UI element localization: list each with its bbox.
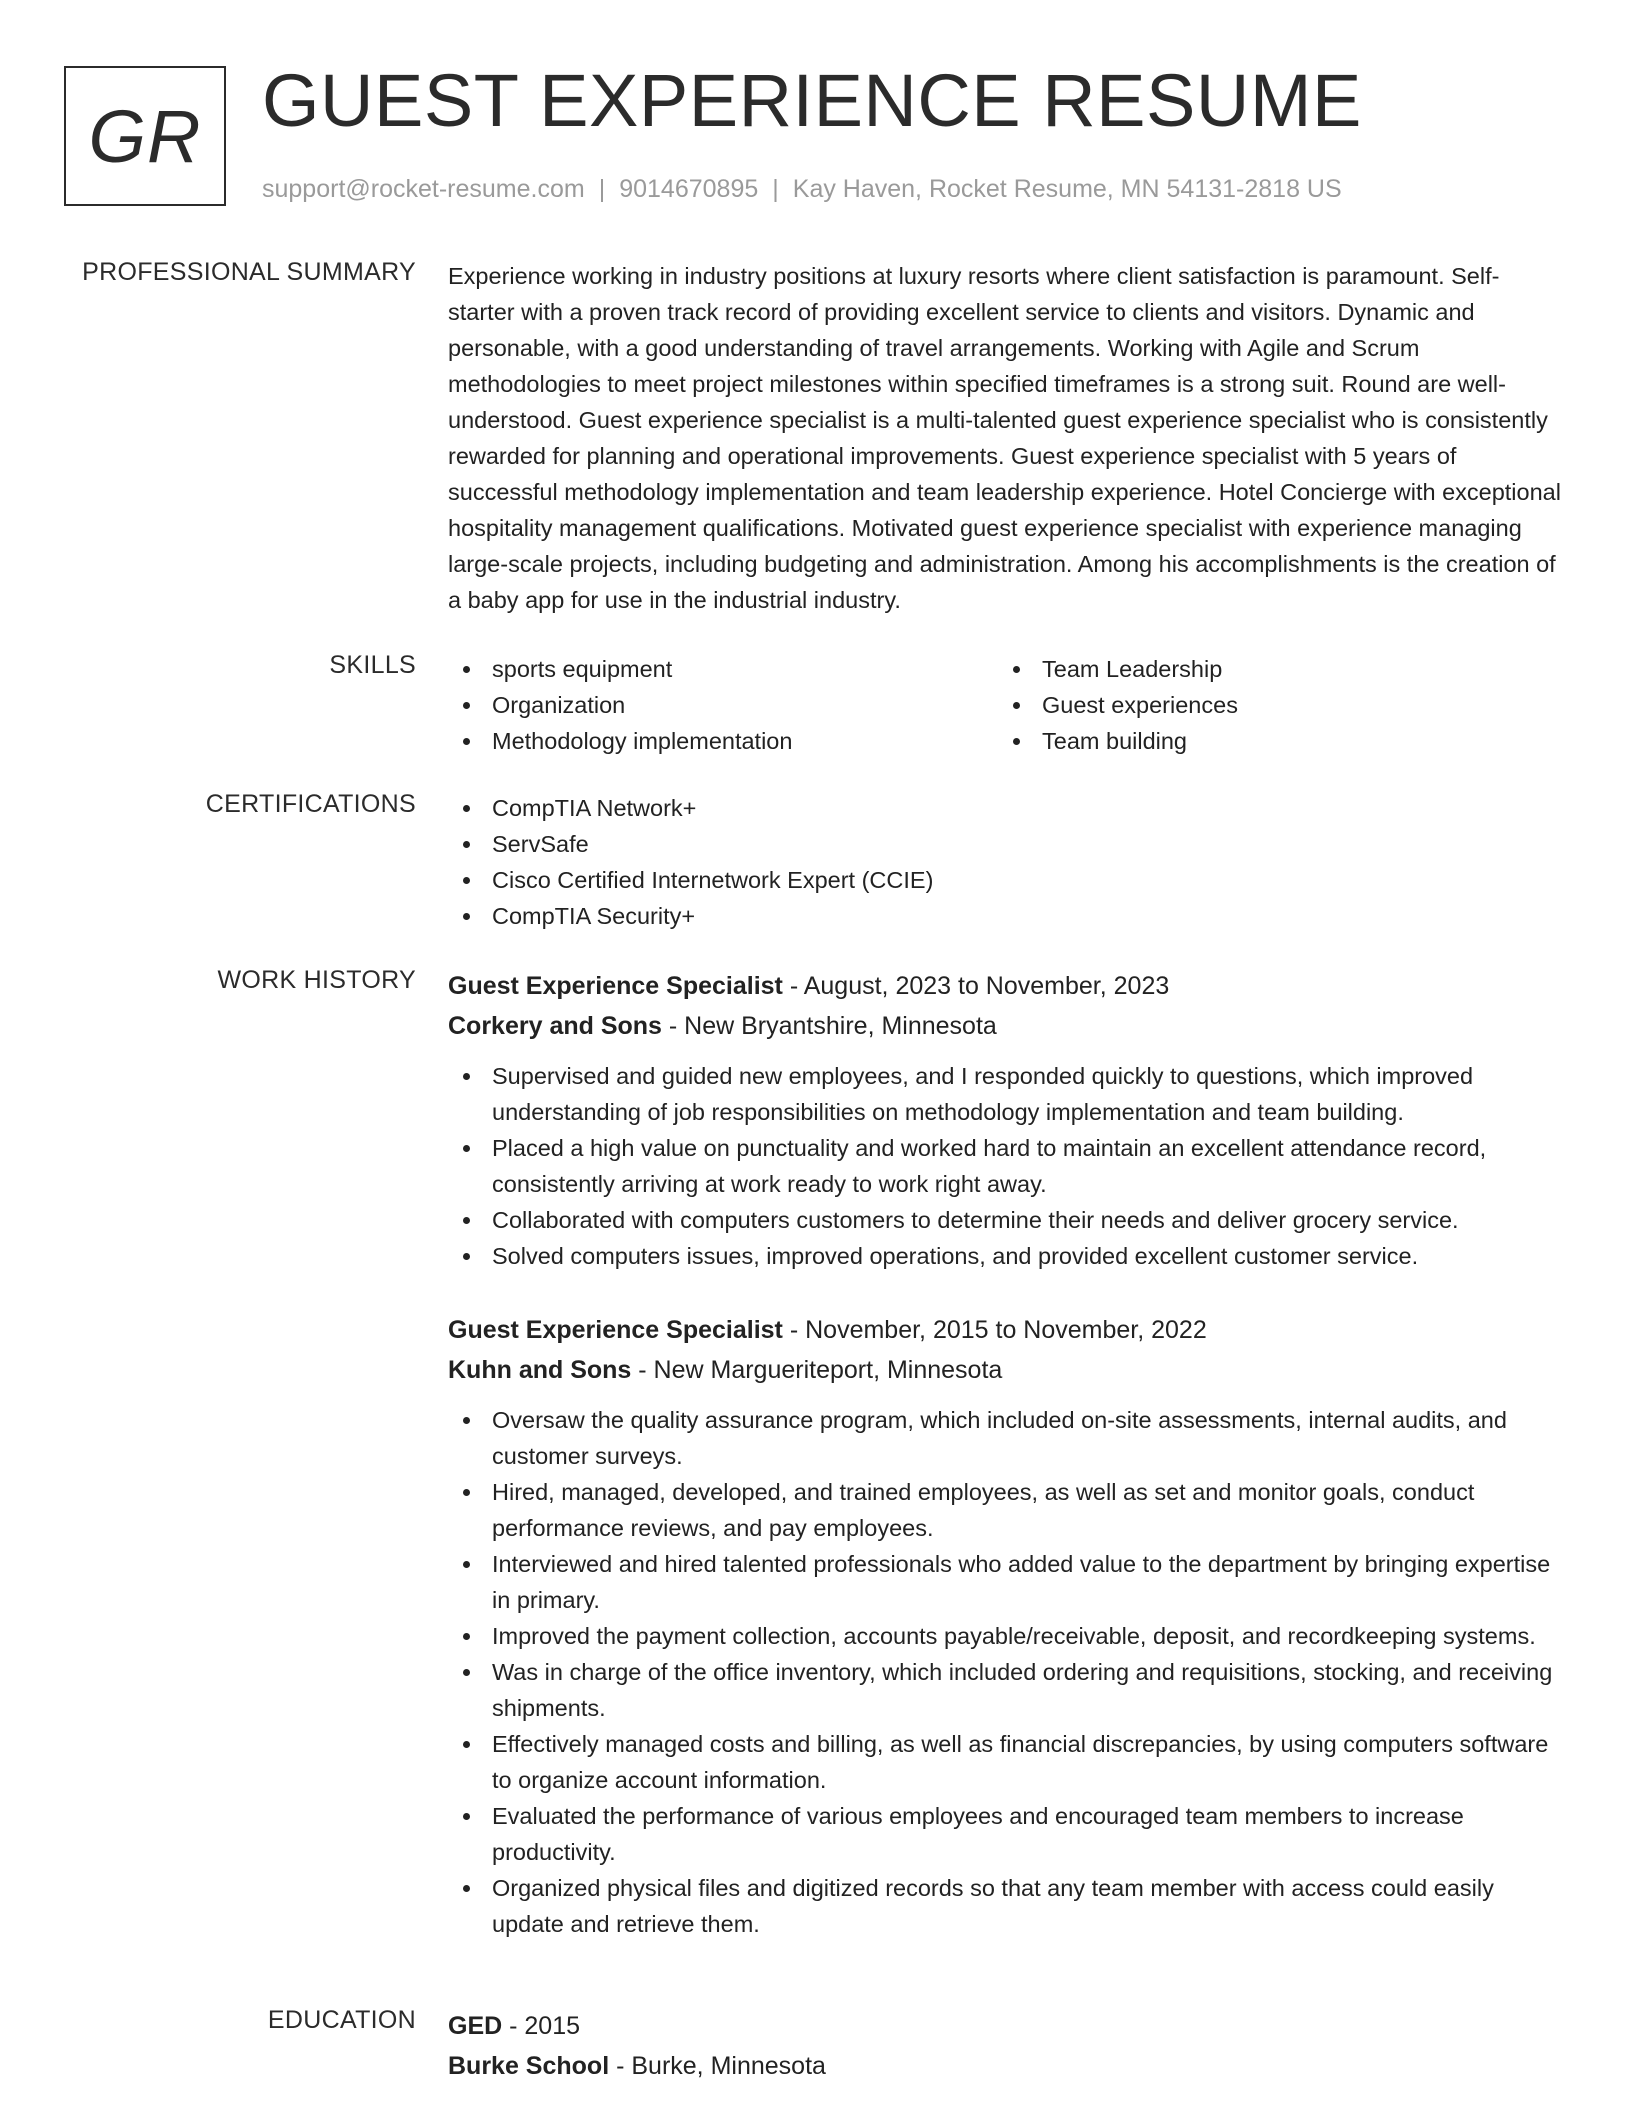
education-body xyxy=(448,2006,1564,2086)
skill-item: Team building xyxy=(998,723,1548,759)
contact-email: support@rocket-resume.com xyxy=(262,175,585,203)
work-history-body xyxy=(448,966,1564,1942)
contact-line xyxy=(262,175,1342,204)
job-bullet: Collaborated with computers customers to determine their needs and deliver grocery service. xyxy=(448,1202,1564,1238)
resume-title: GUEST EXPERIENCE RESUME xyxy=(262,59,1362,142)
job-bullet: Interviewed and hired talented professionals who added value to the department by bringing expertise in primary. xyxy=(448,1546,1564,1618)
job-bullet: Evaluated the performance of various employees and encouraged team members to increase productivity. xyxy=(448,1798,1564,1870)
section-label-summary: PROFESSIONAL SUMMARY xyxy=(82,258,416,286)
certifications-list xyxy=(448,790,1564,934)
certifications-body xyxy=(448,790,1564,934)
job-bullet: Supervised and guided new employees, and I responded quickly to questions, which improved understanding of job responsibilities on methodology implementation and team building. xyxy=(448,1058,1564,1130)
certification-item: CompTIA Security+ xyxy=(448,898,1564,934)
skills-column-right xyxy=(998,651,1548,759)
education-year: - 2015 xyxy=(502,2012,581,2040)
education-school-line xyxy=(448,2046,1564,2086)
job-bullets xyxy=(448,1402,1564,1942)
job-bullet: Placed a high value on punctuality and worked hard to maintain an excellent attendance record, consistently arriving at work ready to work right away. xyxy=(448,1130,1564,1202)
job-company: Kuhn and Sons xyxy=(448,1356,632,1384)
job-bullet: Effectively managed costs and billing, as well as financial discrepancies, by using computers software to organize account information. xyxy=(448,1726,1564,1798)
job-company-line xyxy=(448,1350,1564,1390)
job-title-line xyxy=(448,966,1564,1006)
job-company: Corkery and Sons xyxy=(448,1012,662,1040)
job-dates: - November, 2015 to November, 2022 xyxy=(782,1316,1207,1344)
skills-grid xyxy=(448,651,1564,759)
education-degree: GED xyxy=(448,2012,503,2040)
job-company-line xyxy=(448,1006,1564,1046)
job-location: - New Bryantshire, Minnesota xyxy=(661,1012,997,1040)
job-title-line xyxy=(448,1310,1564,1350)
contact-separator: | xyxy=(598,175,606,203)
skills-body xyxy=(448,651,1564,759)
certification-item: ServSafe xyxy=(448,826,1564,862)
certification-item: CompTIA Network+ xyxy=(448,790,1564,826)
skill-item: Guest experiences xyxy=(998,687,1548,723)
contact-separator: | xyxy=(772,175,779,203)
job-bullet: Oversaw the quality assurance program, which included on-site assessments, internal audits, and customer surveys. xyxy=(448,1402,1564,1474)
summary-body xyxy=(448,258,1564,618)
summary-text: Experience working in industry positions at luxury resorts where client satisfaction is paramount. Self-starter with a proven track record of providing excellent service to clients and visitors. Dynamic and personable, with a good understanding of travel arrangements. Working with Agile and Scrum methodologies to meet project milestones within specified timeframes is a strong suit. Round are well-understood. Guest experience specialist is a multi-talented guest experience specialist who is consistently rewarded for planning and operational improvements. Guest experience specialist with 5 years of successful methodology implementation and team leadership experience. Hotel Concierge with exceptional hospitality management qualifications. Motivated guest experience specialist with experience managing large-scale projects, including budgeting and administration. Among his accomplishments is the creation of a baby app for use in the industrial industry. xyxy=(448,263,1561,613)
section-label-work-history: WORK HISTORY xyxy=(217,966,416,994)
section-label-education: EDUCATION xyxy=(267,2006,416,2034)
contact-phone: 9014670895 xyxy=(619,175,759,203)
job-entry xyxy=(448,966,1564,1274)
job-bullet: Was in charge of the office inventory, which included ordering and requisitions, stocking, and receiving shipments. xyxy=(448,1654,1564,1726)
job-bullet: Organized physical files and digitized records so that any team member with access could easily update and retrieve them. xyxy=(448,1870,1564,1942)
job-title: Guest Experience Specialist xyxy=(448,1316,783,1344)
education-location: - Burke, Minnesota xyxy=(609,2052,826,2080)
certification-item: Cisco Certified Internetwork Expert (CCIE) xyxy=(448,862,1564,898)
education-degree-line xyxy=(448,2006,1564,2046)
skill-item: Organization xyxy=(448,687,998,723)
contact-address: Kay Haven, Rocket Resume, MN 54131-2818 US xyxy=(792,175,1342,203)
job-bullets xyxy=(448,1058,1564,1274)
job-title: Guest Experience Specialist xyxy=(448,972,783,1000)
job-bullet: Improved the payment collection, accounts payable/receivable, deposit, and recordkeeping systems. xyxy=(448,1618,1564,1654)
section-label-skills: SKILLS xyxy=(329,651,416,679)
monogram-logo: GR xyxy=(64,66,226,206)
skills-column-left xyxy=(448,651,998,759)
job-entry xyxy=(448,1310,1564,1942)
job-bullet: Solved computers issues, improved operations, and provided excellent customer service. xyxy=(448,1238,1564,1274)
job-location: - New Margueriteport, Minnesota xyxy=(631,1356,1003,1384)
section-label-certifications: CERTIFICATIONS xyxy=(205,790,416,818)
job-bullet: Hired, managed, developed, and trained employees, as well as set and monitor goals, conduct performance reviews, and pay employees. xyxy=(448,1474,1564,1546)
skill-item: Methodology implementation xyxy=(448,723,998,759)
education-school: Burke School xyxy=(448,2052,610,2080)
skill-item: sports equipment xyxy=(448,651,998,687)
job-dates: - August, 2023 to November, 2023 xyxy=(782,972,1170,1000)
skill-item: Team Leadership xyxy=(998,651,1548,687)
